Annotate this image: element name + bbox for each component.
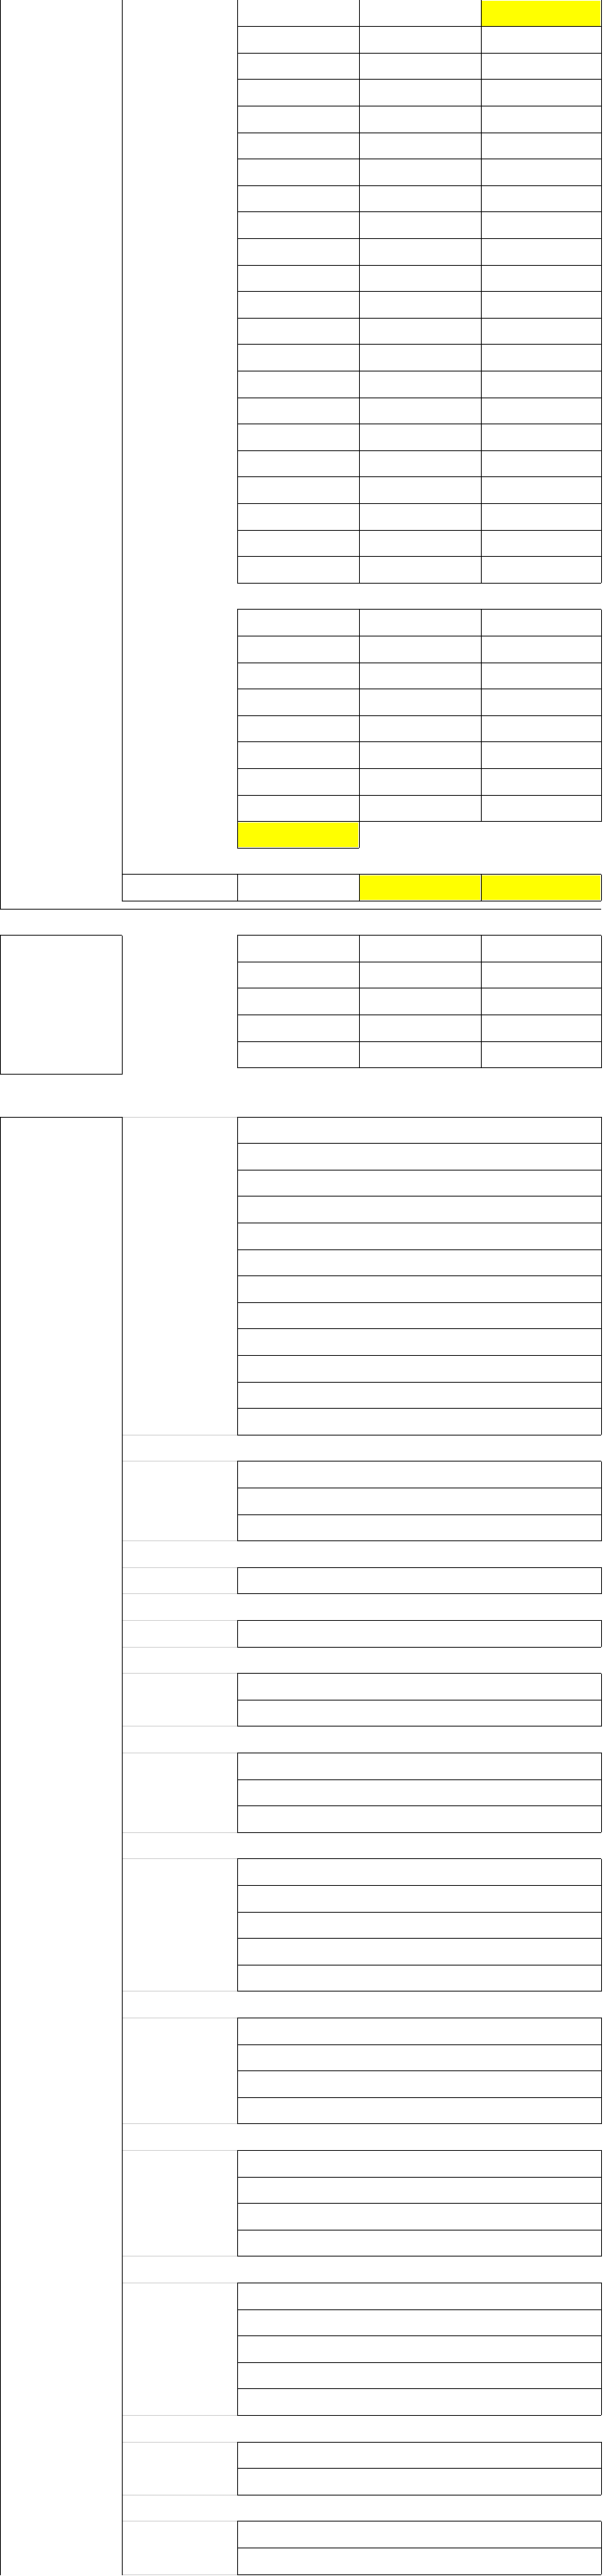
cell-border: [237, 2070, 601, 2071]
cell-border: [237, 1461, 601, 1462]
cell-border: [237, 1938, 601, 1939]
cell-border: [237, 1965, 601, 1966]
cell-border: [359, 0, 360, 583]
cell-border: [237, 1593, 601, 1594]
cell-border: [237, 2388, 601, 2389]
cell-border: [237, 344, 601, 345]
cell-border: [237, 450, 601, 451]
cell-border: [237, 1302, 601, 1303]
cell-border: [237, 1540, 601, 1541]
cell-border: [237, 662, 601, 663]
cell-border: [237, 185, 601, 186]
cell-border: [237, 318, 601, 319]
cell-border: [601, 2522, 602, 2574]
cell-border: [237, 1832, 601, 1833]
cell-border: [237, 2018, 238, 2123]
cell-border: [237, 1620, 601, 1621]
grid-line: [122, 1647, 237, 1648]
cell-border: [601, 1753, 602, 1832]
cell-border: [237, 741, 601, 742]
cell-border: [237, 1805, 601, 1806]
grid-line: [122, 1620, 237, 1621]
cell-border: [237, 2097, 601, 2098]
cell-border: [237, 610, 238, 848]
cell-border: [237, 875, 238, 901]
cell-border: [237, 1355, 601, 1356]
cell-border: [237, 1567, 238, 1594]
highlight-cell: [238, 823, 358, 848]
cell-border: [237, 1726, 601, 1727]
cell-border: [481, 610, 482, 822]
cell-border: [237, 2203, 601, 2204]
grid-line: [122, 2574, 237, 2575]
grid-line: [122, 2256, 237, 2257]
cell-border: [237, 2123, 601, 2124]
cell-border: [237, 1514, 601, 1515]
cell-border: [237, 79, 601, 80]
cell-border: [601, 875, 602, 901]
cell-border: [237, 1673, 601, 1674]
cell-border: [237, 1249, 601, 1250]
cell-border: [601, 2018, 602, 2123]
cell-border: [237, 2521, 601, 2522]
grid-line: [122, 1567, 237, 1568]
cell-border: [237, 556, 601, 557]
cell-border: [122, 1117, 123, 2575]
cell-border: [237, 265, 601, 266]
cell-border: [0, 909, 601, 910]
cell-border: [601, 1620, 602, 1647]
cell-border: [359, 936, 360, 1068]
cell-border: [237, 1700, 601, 1701]
cell-border: [237, 1779, 601, 1780]
cell-border: [237, 1885, 601, 1886]
cell-border: [237, 2362, 601, 2363]
grid-line: [122, 2495, 237, 2496]
cell-border: [122, 0, 123, 875]
cell-border: [601, 936, 602, 1068]
grid-line: [122, 1461, 237, 1462]
cell-border: [237, 1041, 601, 1042]
grid-line: [122, 1991, 237, 1992]
cell-border: [237, 2415, 601, 2416]
cell-border: [237, 1858, 601, 1859]
cell-border: [237, 768, 601, 769]
cell-border: [237, 0, 238, 583]
cell-border: [237, 132, 601, 133]
cell-border: [237, 1170, 601, 1171]
cell-border: [237, 2442, 601, 2443]
cell-border: [237, 2522, 238, 2574]
cell-border: [237, 1912, 601, 1913]
grid-line: [122, 2521, 237, 2522]
cell-border: [237, 1647, 601, 1648]
cell-border: [601, 1117, 602, 1435]
cell-border: [601, 1567, 602, 1594]
cell-border: [359, 610, 360, 848]
cell-border: [237, 1067, 601, 1068]
cell-border: [237, 1620, 238, 1647]
cell-border: [237, 1859, 238, 1992]
cell-border: [237, 211, 601, 212]
cell-border: [237, 936, 238, 1068]
cell-border: [237, 609, 601, 610]
grid-line: [122, 1832, 237, 1833]
grid-line: [122, 1435, 237, 1436]
cell-border: [237, 2230, 601, 2231]
cell-border: [601, 0, 602, 583]
grid-line: [122, 2415, 237, 2416]
grid-line: [122, 1593, 237, 1594]
cell-border: [237, 1462, 238, 1541]
cell-border: [237, 397, 601, 398]
cell-border: [601, 2283, 602, 2415]
cell-border: [237, 1435, 601, 1436]
cell-border: [237, 2442, 238, 2495]
cell-border: [237, 2177, 601, 2178]
cell-border: [601, 2150, 602, 2256]
cell-border: [237, 848, 359, 849]
cell-border: [237, 1275, 601, 1276]
cell-border: [237, 2150, 238, 2256]
highlight-cell: [360, 875, 480, 901]
cell-border: [237, 291, 601, 292]
cell-border: [237, 1014, 601, 1015]
grid-line: [122, 2123, 237, 2124]
cell-border: [237, 935, 601, 936]
cell-border: [0, 935, 122, 936]
cell-border: [237, 795, 601, 796]
cell-border: [237, 2335, 601, 2336]
cell-border: [0, 936, 1, 1075]
cell-border: [237, 476, 601, 477]
cell-border: [237, 2309, 601, 2310]
cell-border: [237, 1117, 238, 1435]
cell-border: [237, 2468, 601, 2469]
cell-border: [237, 2150, 601, 2151]
cell-border: [237, 503, 601, 504]
grid-line: [122, 1540, 237, 1541]
grid-line: [122, 1673, 237, 1674]
grid-line: [122, 1726, 237, 1727]
grid-line: [122, 2442, 237, 2443]
cell-border: [122, 875, 123, 901]
cell-border: [237, 1328, 601, 1329]
cell-border: [237, 583, 601, 584]
cell-border: [481, 936, 482, 1068]
cell-border: [237, 2044, 601, 2045]
cell-border: [122, 936, 123, 1075]
cell-border: [237, 238, 601, 239]
cell-border: [237, 1408, 601, 1409]
cell-border: [237, 1567, 601, 1568]
cell-border: [0, 1117, 1, 2575]
cell-border: [237, 530, 601, 531]
cell-border: [237, 26, 601, 27]
cell-border: [601, 2442, 602, 2495]
cell-border: [237, 1117, 601, 1118]
cell-border: [237, 1753, 238, 1832]
grid-line: [122, 1858, 237, 1859]
cell-border: [237, 2283, 238, 2415]
cell-border: [601, 1674, 602, 1727]
cell-border: [237, 715, 601, 716]
cell-border: [237, 1674, 238, 1727]
cell-border: [237, 2574, 601, 2575]
cell-border: [0, 0, 1, 909]
cell-border: [237, 1991, 601, 1992]
cell-border: [0, 1074, 122, 1075]
grid-line: [122, 2150, 237, 2151]
cell-border: [601, 1859, 602, 1992]
highlight-cell: [482, 1, 600, 26]
cell-border: [237, 53, 601, 54]
cell-border: [237, 1382, 601, 1383]
cell-border: [481, 0, 482, 583]
cell-border: [237, 2495, 601, 2496]
cell-border: [237, 2256, 601, 2257]
grid-line: [122, 1117, 237, 1118]
cell-border: [237, 1143, 601, 1144]
cell-border: [237, 1196, 601, 1197]
highlight-cell: [482, 875, 600, 901]
cell-border: [601, 1462, 602, 1541]
cell-border: [601, 610, 602, 822]
